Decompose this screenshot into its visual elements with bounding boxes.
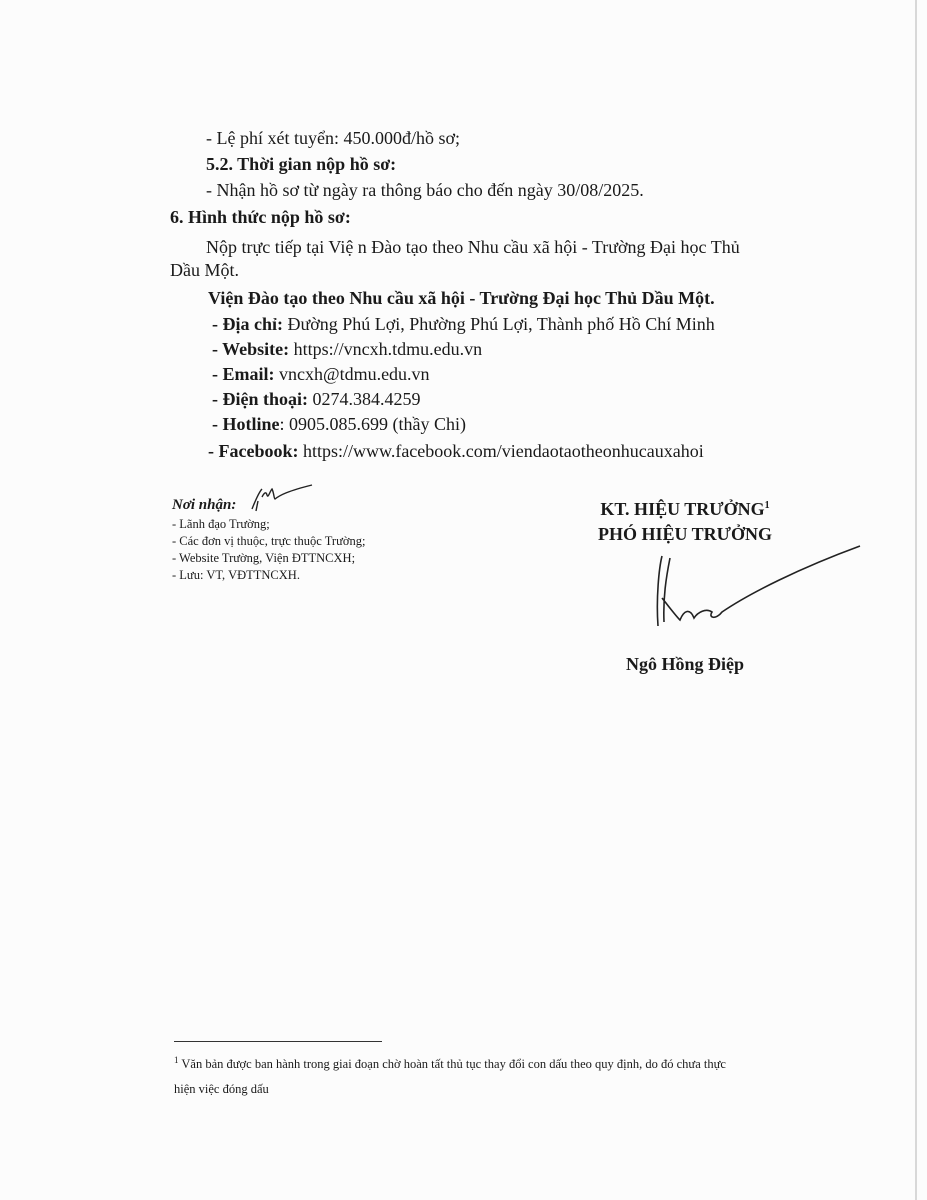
contact-label: - Điện thoại:	[212, 389, 308, 409]
contact-email	[212, 362, 430, 386]
recipient-item: - Các đơn vị thuộc, trực thuộc Trường;	[172, 534, 366, 548]
contact-website	[212, 337, 482, 361]
contact-value: vncxh@tdmu.edu.vn	[274, 364, 430, 384]
contact-hotline	[212, 412, 466, 436]
contact-value: 0274.384.4259	[308, 389, 421, 409]
contact-phone	[212, 387, 421, 411]
section-6-title: 6. Hình thức nộp hồ sơ:	[170, 207, 351, 227]
footnote-mark: 1	[174, 1054, 179, 1065]
contact-label: - Địa chỉ:	[212, 314, 283, 334]
contact-label: - Email:	[212, 364, 275, 384]
recipient-item: - Website Trường, Viện ĐTTNCXH;	[172, 551, 356, 565]
initials-signature	[248, 483, 318, 515]
signature-title: KT. HIỆU TRƯỞNG	[600, 499, 765, 519]
signature-title-line-2: PHÓ HIỆU TRƯỞNG	[597, 524, 772, 544]
page-edge	[915, 0, 917, 1200]
contact-value: https://www.facebook.com/viendaotaotheonhucauxahoi	[298, 441, 704, 461]
footnote-line-1	[174, 1055, 726, 1073]
contact-facebook	[208, 439, 704, 463]
footnote-text: Văn bản được ban hành trong giai đoạn chờ hoàn tất thủ tục thay đổi con dấu theo quy định, do đó chưa thực	[178, 1057, 726, 1071]
contact-label: - Hotline	[212, 414, 280, 434]
recipient-item: - Lãnh đạo Trường;	[172, 517, 270, 531]
section-6-text-line-2: Dầu Một.	[170, 260, 239, 280]
section-5-2-title: 5.2. Thời gian nộp hồ sơ:	[206, 154, 397, 174]
contact-label: - Facebook:	[208, 441, 299, 461]
recipients-title: Nơi nhận:	[172, 497, 237, 513]
institute-name: Viện Đào tạo theo Nhu cầu xã hội - Trường Đại học Thủ Dầu Một.	[208, 288, 715, 308]
contact-value: : 0905.085.699 (thầy Chi)	[279, 414, 466, 434]
signer-name: Ngô Hồng Điệp	[625, 654, 744, 674]
recipient-item: - Lưu: VT, VĐTTNCXH.	[172, 568, 300, 582]
contact-value: Đường Phú Lợi, Phường Phú Lợi, Thành phố Hồ Chí Minh	[283, 314, 715, 334]
section-5-2-text: - Nhận hồ sơ từ ngày ra thông báo cho đến ngày 30/08/2025.	[206, 180, 644, 200]
contact-address	[212, 312, 715, 336]
signature-title-line-1	[560, 497, 810, 521]
section-6-text-line-1: Nộp trực tiếp tại Việ n Đào tạo theo Nhu cầu xã hội - Trường Đại học Thủ	[206, 237, 740, 257]
footnote-divider	[174, 1041, 382, 1042]
fee-line: - Lệ phí xét tuyển: 450.000đ/hồ sơ;	[206, 128, 460, 148]
contact-label: - Website:	[212, 339, 290, 359]
footnote-line-2: hiện việc đóng dấu	[174, 1082, 269, 1096]
contact-value: https://vncxh.tdmu.edu.vn	[289, 339, 483, 359]
footnote-reference: 1	[764, 500, 770, 511]
handwritten-signature	[650, 538, 865, 638]
